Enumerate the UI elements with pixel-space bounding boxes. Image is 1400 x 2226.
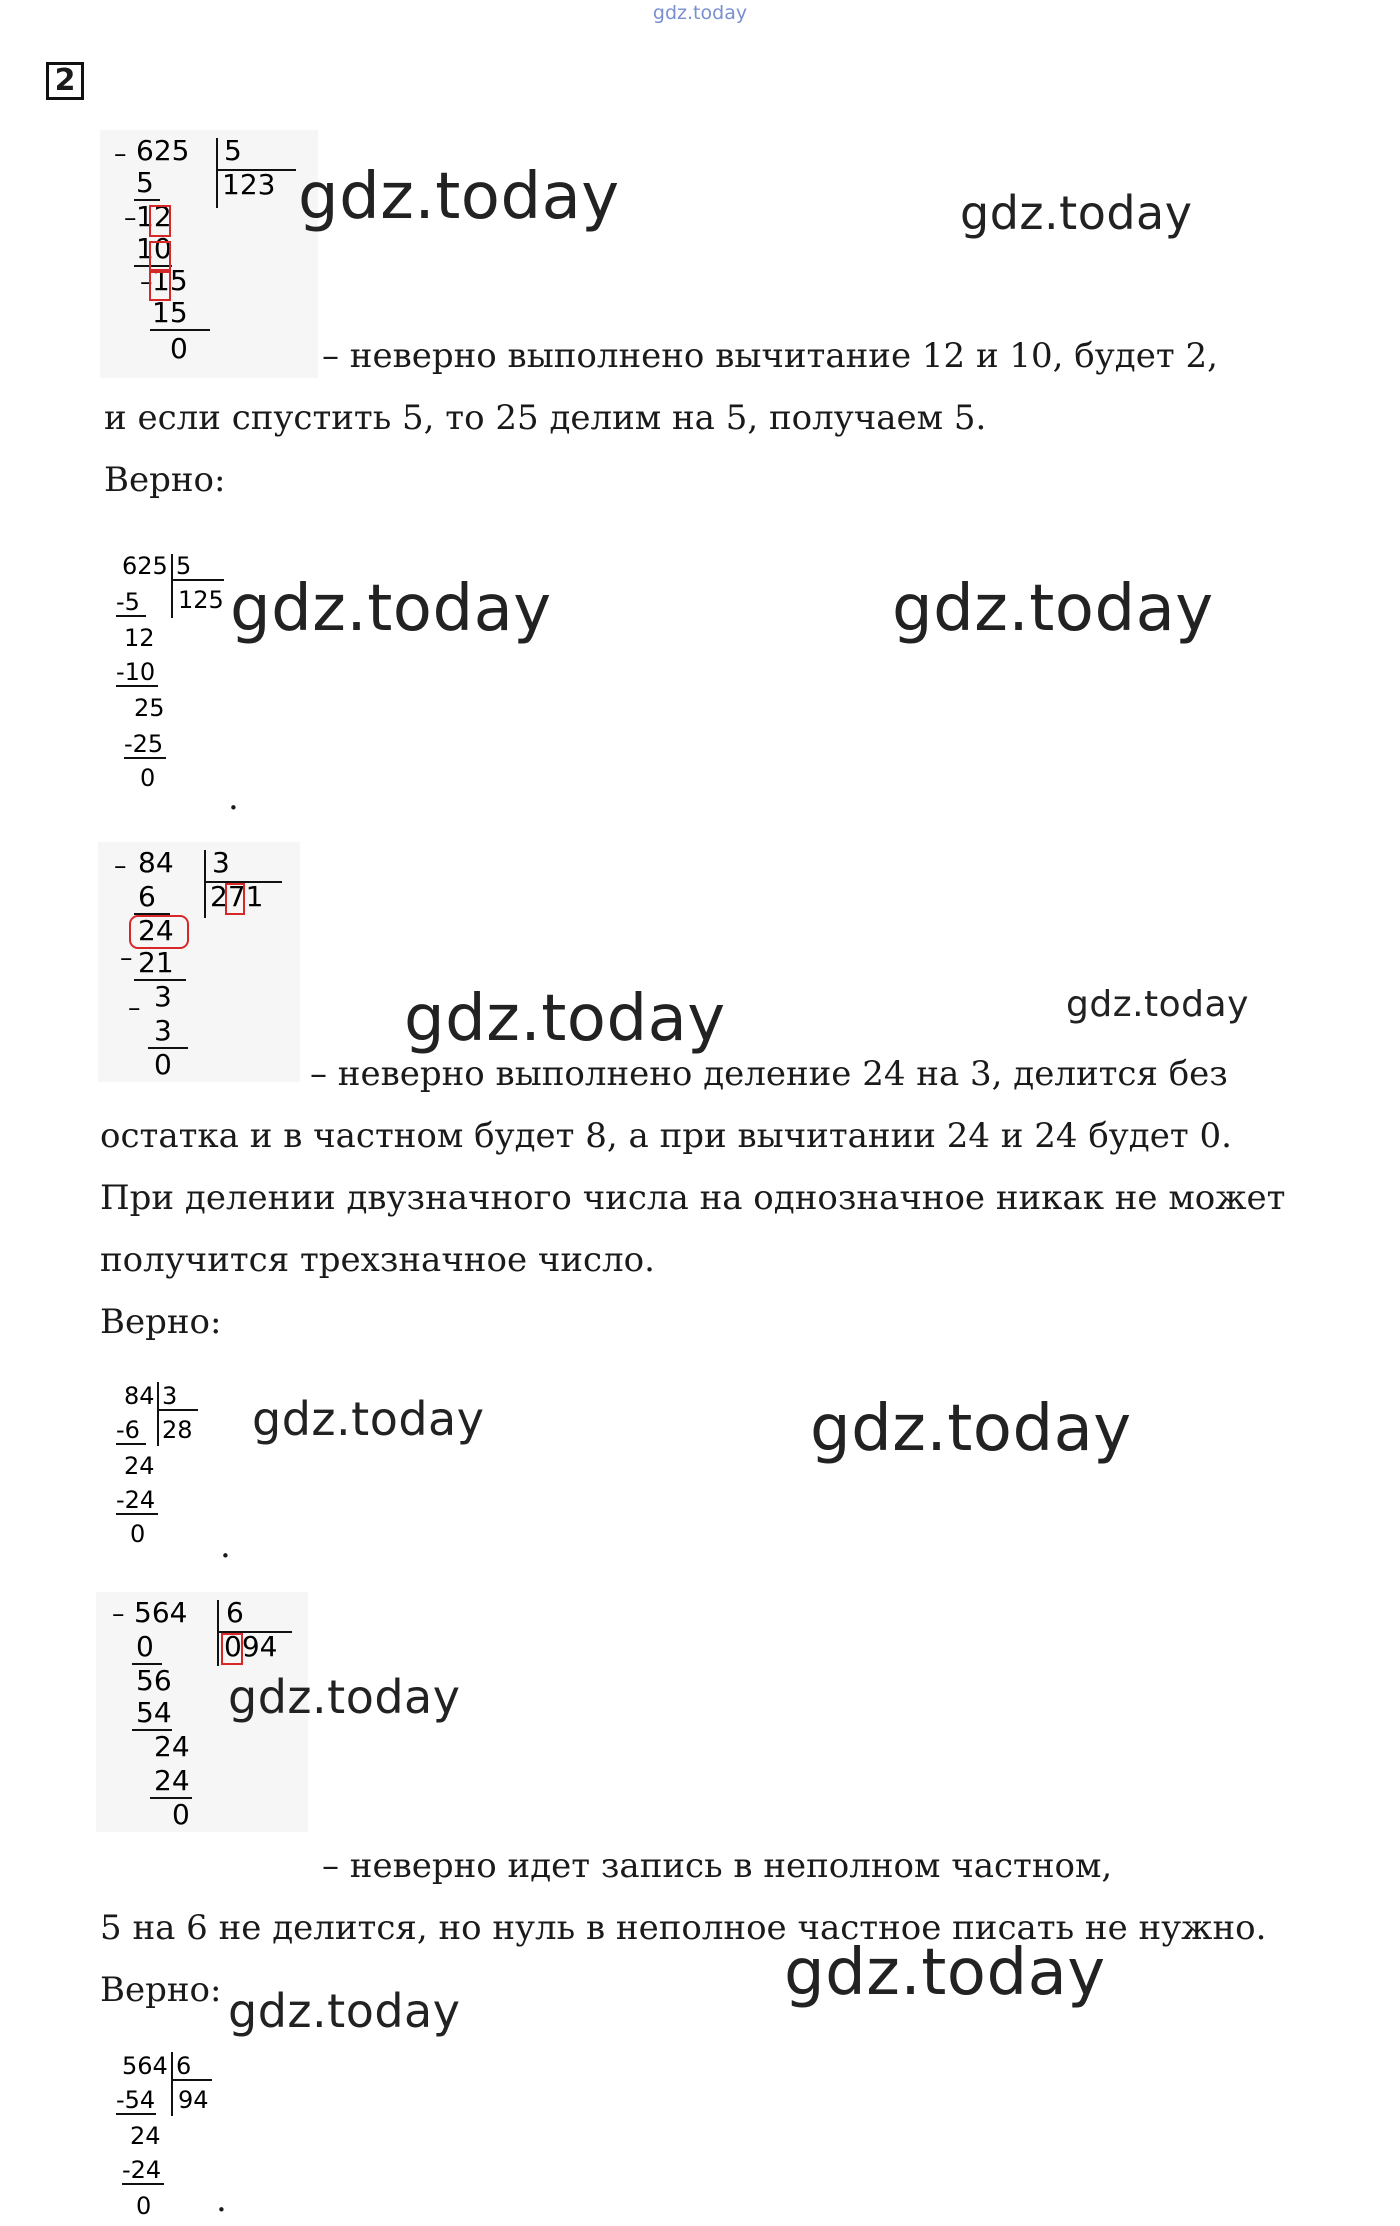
ex3-explanation-line-1: – неверно идет запись в неполном частном, xyxy=(322,1846,1113,1886)
ex1-wrong-division xyxy=(100,130,318,378)
ex2-period: . xyxy=(220,1526,231,1566)
row-6: 0 xyxy=(172,1798,190,1831)
dividend: 564 xyxy=(122,2052,168,2080)
row-6: 0 xyxy=(170,332,188,365)
watermark: gdz.today xyxy=(784,1936,1106,2010)
row-6: 0 xyxy=(154,1048,172,1081)
ex2-correct-division-image xyxy=(112,1376,212,1546)
header-watermark: gdz.today xyxy=(652,2,748,24)
row-5: -25 xyxy=(124,730,164,758)
row-2: 24 xyxy=(124,1452,155,1480)
ex3-correct-label: Верно: xyxy=(100,1970,222,2010)
row-1: 0 xyxy=(136,1630,154,1663)
row-1: -5 xyxy=(116,588,140,616)
ex2-explanation-line-1: – неверно выполнено деление 24 на 3, делится без xyxy=(310,1054,1228,1094)
ex1-explanation-line-2: и если спустить 5, то 25 делим на 5, получаем 5. xyxy=(104,398,987,438)
row-3: -24 xyxy=(116,1486,156,1514)
watermark: gdz.today xyxy=(892,572,1214,646)
ex2-wrong-division xyxy=(98,842,300,1082)
quotient: 125 xyxy=(178,586,224,614)
row-4: 3 xyxy=(154,980,172,1013)
row-2: 12 xyxy=(136,200,172,233)
dividend: 625 xyxy=(122,552,168,580)
row-4: 24 xyxy=(154,1730,190,1763)
minus-sign: – xyxy=(114,851,127,880)
row-4: 0 xyxy=(130,1520,146,1546)
divisor: 6 xyxy=(226,1596,244,1629)
row-1: 6 xyxy=(138,880,156,913)
ex1-period: . xyxy=(228,778,239,818)
row-2: 12 xyxy=(124,624,155,652)
watermark: gdz.today xyxy=(1066,984,1249,1025)
row-3: -24 xyxy=(122,2156,162,2184)
row-1: 5 xyxy=(136,166,154,199)
minus-sign: – xyxy=(112,1599,125,1628)
minus-sign: – xyxy=(120,943,133,972)
divisor: 3 xyxy=(162,1382,178,1410)
ex1-correct-label: Верно: xyxy=(104,460,226,500)
task-number-badge: 2 xyxy=(46,62,84,100)
minus-sign: – xyxy=(124,203,137,232)
ex1-correct-division-image xyxy=(112,546,232,796)
row-2: 56 xyxy=(136,1664,172,1697)
quotient: 271 xyxy=(210,880,264,913)
divisor: 6 xyxy=(176,2052,192,2080)
ex2-explanation-line-3: При делении двузначного числа на однозначное никак не может xyxy=(100,1178,1286,1218)
ex2-correct-division xyxy=(112,1376,212,1546)
ex1-explanation-line-1: – неверно выполнено вычитание 12 и 10, будет 2, xyxy=(322,336,1218,376)
ex2-wrong-division-image xyxy=(98,842,300,1082)
watermark: gdz.today xyxy=(404,982,726,1056)
quotient: 94 xyxy=(178,2086,209,2114)
row-3: 10 xyxy=(136,232,172,265)
divisor: 3 xyxy=(212,846,230,879)
minus-sign: – xyxy=(114,139,127,168)
ex3-correct-division xyxy=(112,2046,222,2222)
ex3-correct-division-image xyxy=(112,2046,222,2222)
watermark: gdz.today xyxy=(298,160,620,234)
row-2: 24 xyxy=(138,914,174,947)
ex1-wrong-division-image xyxy=(100,130,318,378)
row-3: 21 xyxy=(138,946,174,979)
quotient: 094 xyxy=(224,1630,278,1663)
watermark: gdz.today xyxy=(810,1392,1132,1466)
row-4: 25 xyxy=(134,694,165,722)
row-1: -6 xyxy=(116,1416,140,1444)
row-4: 0 xyxy=(136,2192,152,2220)
row-1: -54 xyxy=(116,2086,156,2114)
divisor: 5 xyxy=(176,552,192,580)
row-5: 3 xyxy=(154,1014,172,1047)
watermark: gdz.today xyxy=(230,572,552,646)
ex1-correct-division xyxy=(112,546,232,796)
watermark: gdz.today xyxy=(228,1984,461,2038)
minus-sign: – xyxy=(140,267,153,296)
row-4: 15 xyxy=(152,264,188,297)
divisor: 5 xyxy=(224,134,242,167)
watermark: gdz.today xyxy=(228,1670,461,1724)
ex3-explanation-line-2: 5 на 6 не делится, но нуль в неполное частное писать не нужно. xyxy=(100,1908,1267,1948)
row-6: 0 xyxy=(140,764,156,792)
row-5: 24 xyxy=(154,1764,190,1797)
dividend: 84 xyxy=(138,846,174,879)
dividend: 564 xyxy=(134,1596,188,1629)
minus-sign: – xyxy=(128,993,141,1022)
ex2-explanation-line-4: получится трехзначное число. xyxy=(100,1240,655,1280)
watermark: gdz.today xyxy=(960,186,1193,240)
ex2-correct-label: Верно: xyxy=(100,1302,222,1342)
quotient: 28 xyxy=(162,1416,193,1444)
row-2: 24 xyxy=(130,2122,161,2150)
quotient: 123 xyxy=(222,168,276,201)
dividend: 625 xyxy=(136,134,190,167)
dividend: 84 xyxy=(124,1382,155,1410)
row-3: 54 xyxy=(136,1696,172,1729)
watermark: gdz.today xyxy=(252,1392,485,1446)
row-3: -10 xyxy=(116,658,156,686)
row-5: 15 xyxy=(152,296,188,329)
ex2-explanation-line-2: остатка и в частном будет 8, а при вычитании 24 и 24 будет 0. xyxy=(100,1116,1232,1156)
ex3-period: . xyxy=(216,2180,227,2220)
